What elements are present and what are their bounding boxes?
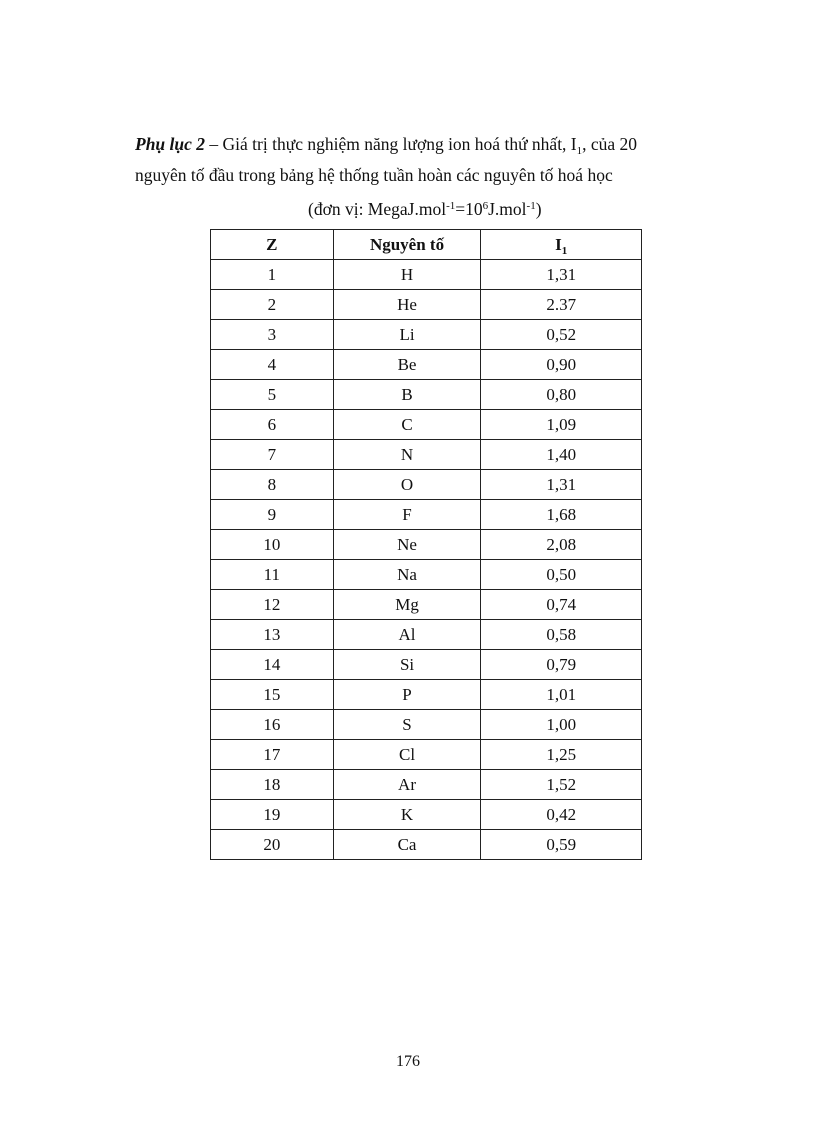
table-row	[211, 800, 642, 830]
unit-mid: =10	[455, 199, 483, 219]
cell-element: P	[333, 680, 481, 710]
table-row	[211, 770, 642, 800]
cell-z: 8	[211, 470, 334, 500]
caption-title: Phụ lục 2	[135, 134, 206, 154]
caption-subscript: 1	[576, 145, 583, 157]
cell-z: 9	[211, 500, 334, 530]
cell-element: O	[333, 470, 481, 500]
table-row	[211, 320, 642, 350]
cell-element: Mg	[333, 590, 481, 620]
cell-element: F	[333, 500, 481, 530]
caption-tail: , của 20	[582, 134, 638, 154]
cell-element: K	[333, 800, 481, 830]
unit-suffix: )	[535, 199, 542, 219]
cell-z: 19	[211, 800, 334, 830]
table-row	[211, 680, 642, 710]
cell-element: Na	[333, 560, 481, 590]
cell-element: Li	[333, 320, 481, 350]
cell-i1: 1,25	[481, 740, 642, 770]
header-i1-sub: 1	[561, 244, 568, 257]
table-row	[211, 740, 642, 770]
cell-i1: 1,31	[481, 260, 642, 290]
cell-i1: 0,50	[481, 560, 642, 590]
table-row	[211, 620, 642, 650]
cell-i1: 0,52	[481, 320, 642, 350]
table-row	[211, 260, 642, 290]
cell-i1: 1,68	[481, 500, 642, 530]
cell-i1: 0,58	[481, 620, 642, 650]
table-row	[211, 530, 642, 560]
cell-z: 2	[211, 290, 334, 320]
cell-z: 20	[211, 830, 334, 860]
cell-z: 1	[211, 260, 334, 290]
cell-element: He	[333, 290, 481, 320]
header-i1	[481, 230, 642, 260]
cell-z: 5	[211, 380, 334, 410]
cell-element: Cl	[333, 740, 481, 770]
cell-i1: 2.37	[481, 290, 642, 320]
table-row	[211, 710, 642, 740]
cell-i1: 1,40	[481, 440, 642, 470]
cell-element: Ne	[333, 530, 481, 560]
caption-dash: –	[205, 134, 223, 154]
table-row	[211, 470, 642, 500]
cell-i1: 1,01	[481, 680, 642, 710]
cell-i1: 2,08	[481, 530, 642, 560]
cell-element: Al	[333, 620, 481, 650]
unit-prefix: (đơn vị: MegaJ.mol	[308, 199, 447, 219]
ionization-energy-table	[210, 229, 642, 860]
caption-line-1	[135, 133, 637, 155]
header-i1-main: I	[555, 234, 562, 254]
unit-exponent-1: -1	[446, 200, 456, 212]
cell-z: 16	[211, 710, 334, 740]
table-row	[211, 410, 642, 440]
header-z: Z	[211, 230, 334, 260]
cell-z: 6	[211, 410, 334, 440]
table-body	[211, 260, 642, 860]
cell-i1: 1,09	[481, 410, 642, 440]
cell-i1: 1,31	[481, 470, 642, 500]
unit-exponent-3: -1	[526, 200, 536, 212]
table-row	[211, 560, 642, 590]
cell-z: 10	[211, 530, 334, 560]
table-row	[211, 440, 642, 470]
table-row	[211, 380, 642, 410]
cell-i1: 1,00	[481, 710, 642, 740]
cell-element: B	[333, 380, 481, 410]
header-element: Nguyên tố	[333, 230, 481, 260]
unit-mid-2: J.mol	[488, 199, 527, 219]
table-row	[211, 650, 642, 680]
cell-i1: 0,59	[481, 830, 642, 860]
cell-z: 7	[211, 440, 334, 470]
cell-element: N	[333, 440, 481, 470]
cell-z: 14	[211, 650, 334, 680]
cell-i1: 0,90	[481, 350, 642, 380]
cell-i1: 0,79	[481, 650, 642, 680]
cell-i1: 1,52	[481, 770, 642, 800]
cell-z: 17	[211, 740, 334, 770]
cell-z: 15	[211, 680, 334, 710]
cell-element: Ar	[333, 770, 481, 800]
cell-z: 12	[211, 590, 334, 620]
unit-exponent-2: 6	[482, 200, 489, 212]
cell-element: Be	[333, 350, 481, 380]
cell-z: 3	[211, 320, 334, 350]
table-row	[211, 350, 642, 380]
table-row	[211, 590, 642, 620]
cell-z: 18	[211, 770, 334, 800]
cell-element: Ca	[333, 830, 481, 860]
cell-element: Si	[333, 650, 481, 680]
table-row	[211, 290, 642, 320]
cell-element: C	[333, 410, 481, 440]
table-row	[211, 500, 642, 530]
unit-note	[308, 198, 542, 220]
table-row	[211, 830, 642, 860]
cell-i1: 0,74	[481, 590, 642, 620]
caption-line-2: nguyên tố đầu trong bảng hệ thống tuần hoàn các nguyên tố hoá học	[135, 165, 613, 185]
page-number: 176	[396, 1053, 420, 1070]
cell-z: 11	[211, 560, 334, 590]
cell-z: 13	[211, 620, 334, 650]
cell-i1: 0,42	[481, 800, 642, 830]
cell-z: 4	[211, 350, 334, 380]
cell-i1: 0,80	[481, 380, 642, 410]
cell-element: H	[333, 260, 481, 290]
cell-element: S	[333, 710, 481, 740]
caption-text: Giá trị thực nghiệm năng lượng ion hoá thứ nhất, I	[222, 134, 577, 154]
table-header-row	[211, 230, 642, 260]
